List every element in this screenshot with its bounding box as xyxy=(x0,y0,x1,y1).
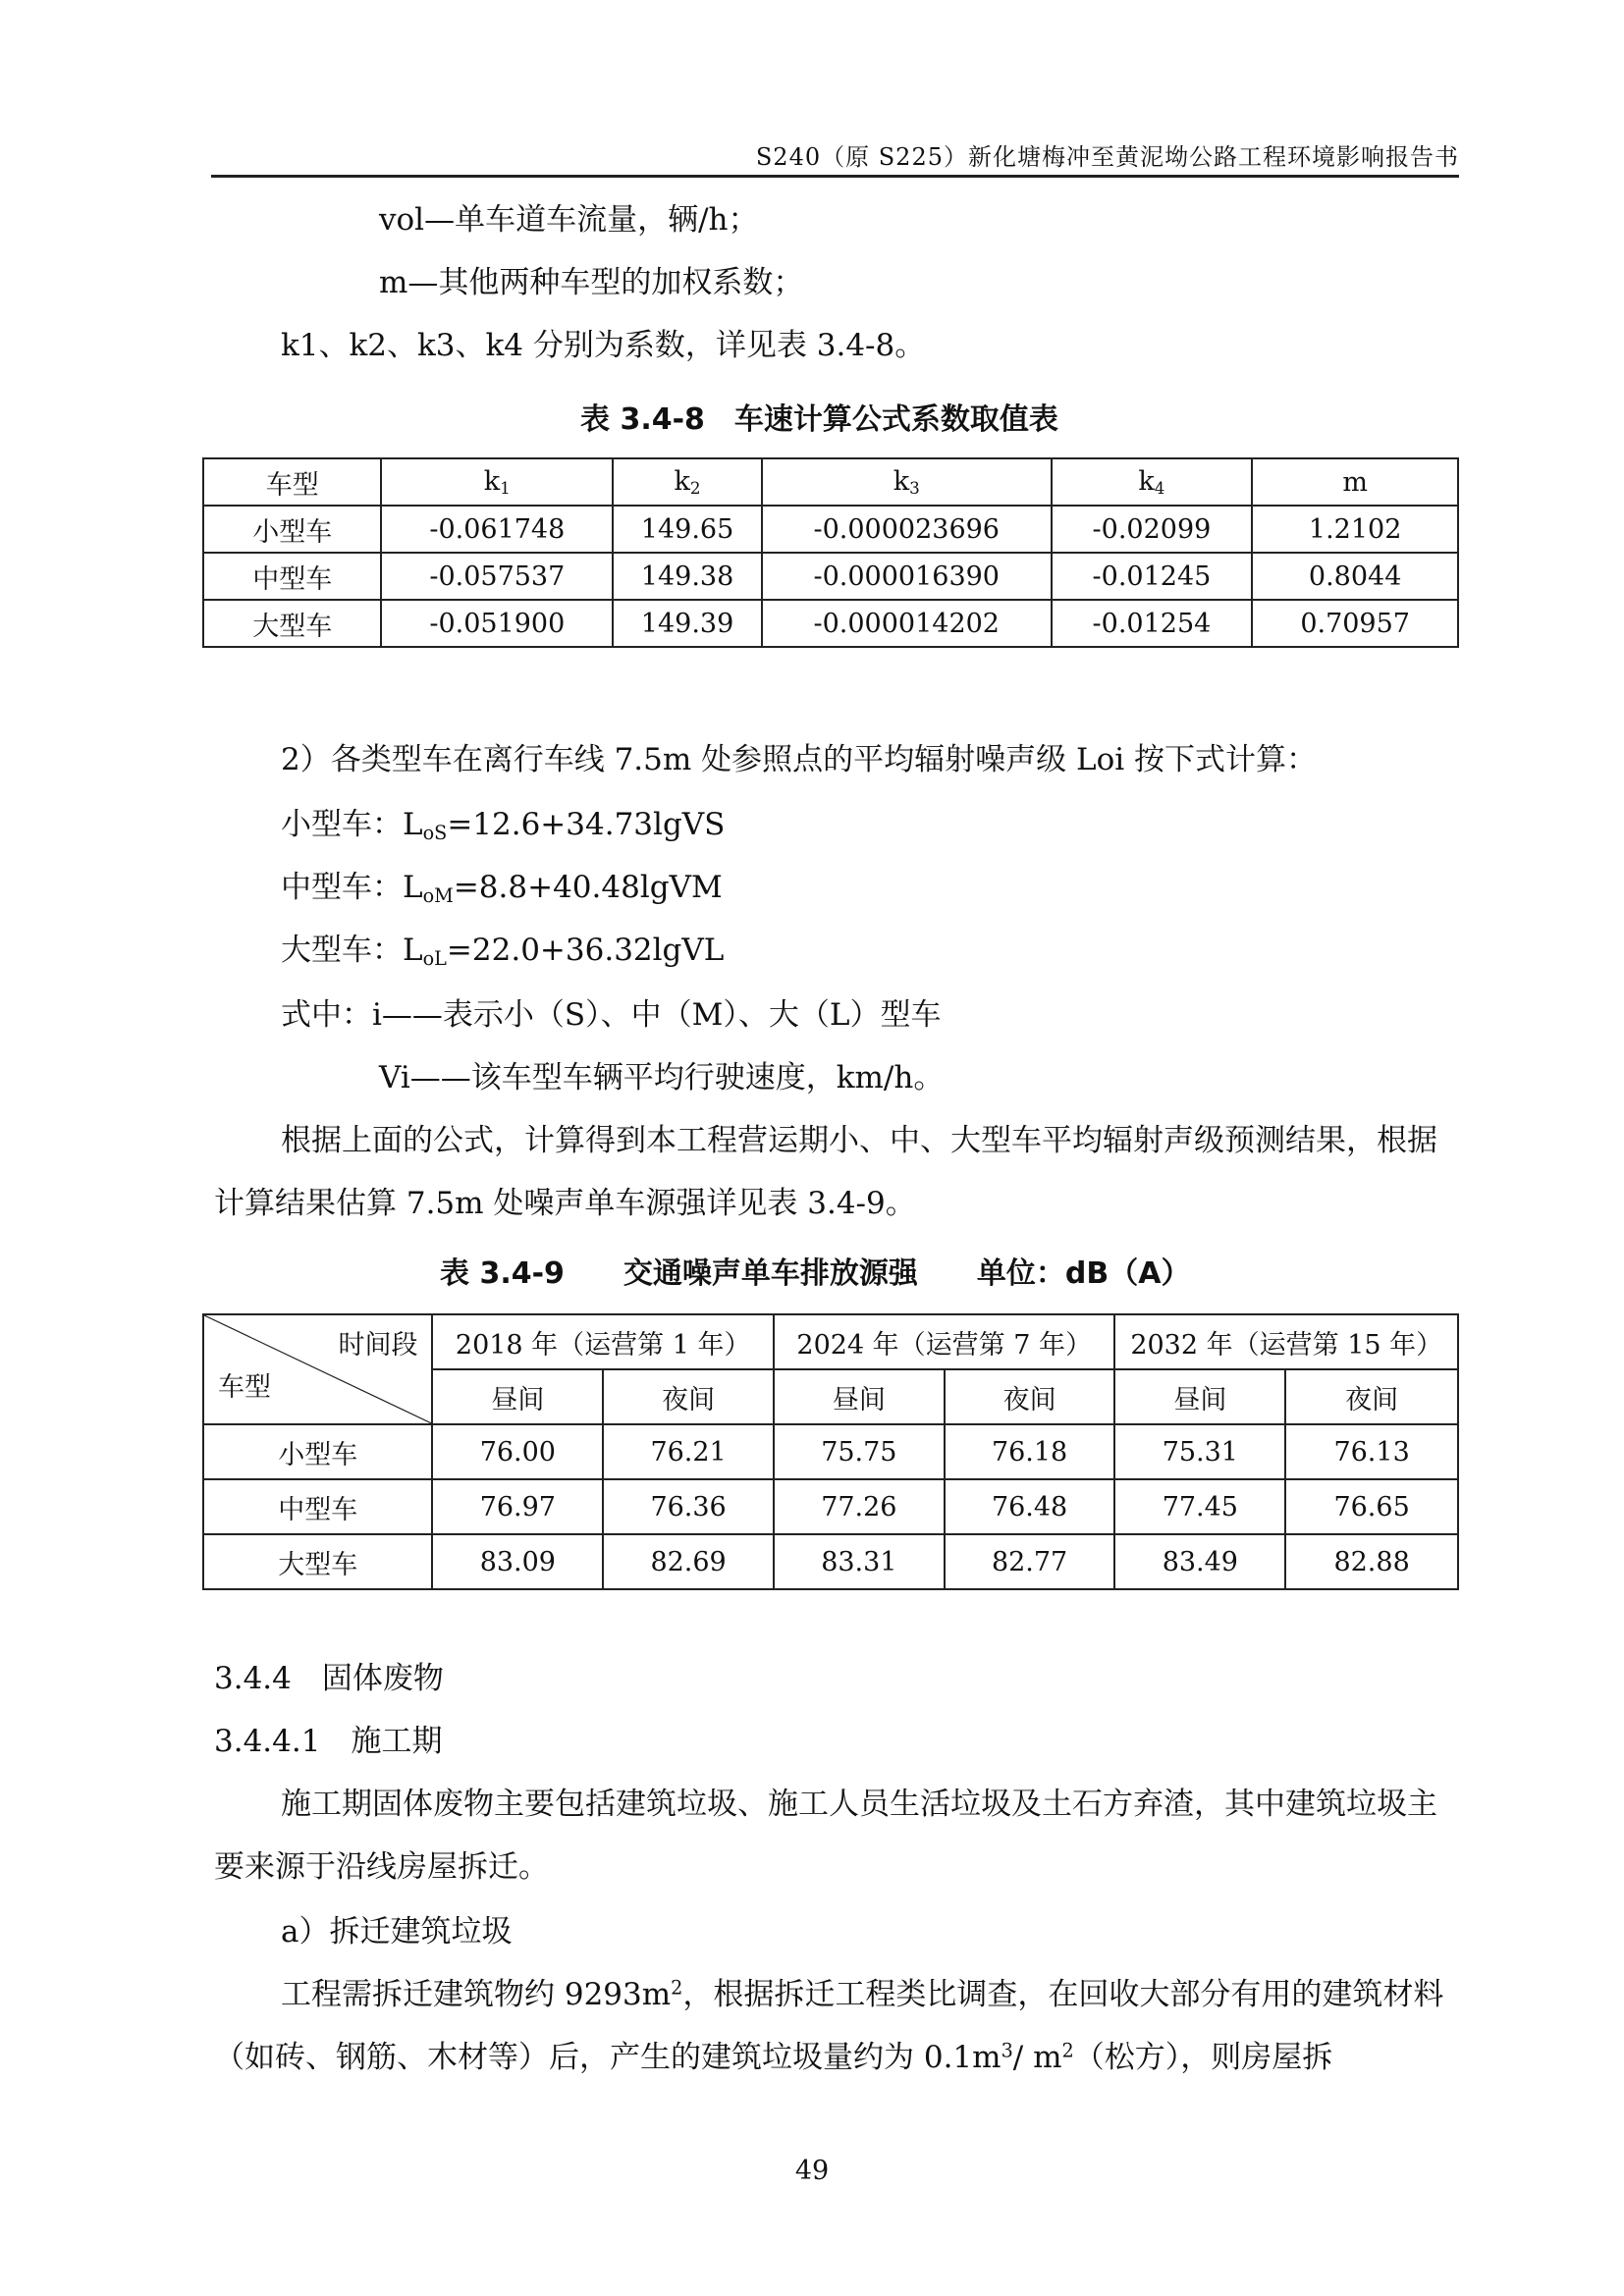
value-cell: 75.75 xyxy=(774,1424,945,1479)
k3-cell: -0.000023696 xyxy=(762,506,1052,553)
row-type-cell: 中型车 xyxy=(203,1479,432,1534)
k1-cell: -0.057537 xyxy=(381,553,613,600)
value-cell: 75.31 xyxy=(1114,1424,1285,1479)
diagonal-corner-cell xyxy=(203,1314,432,1424)
value-cell: 82.77 xyxy=(945,1534,1115,1589)
value-cell: 83.49 xyxy=(1114,1534,1285,1589)
table-row xyxy=(203,553,1458,600)
value-cell: 76.48 xyxy=(945,1479,1115,1534)
loi-intro: 2）各类型车在离行车线 7.5m 处参照点的平均辐射噪声级 Loi 按下式计算： xyxy=(281,742,1317,777)
k3-cell: -0.000016390 xyxy=(762,553,1052,600)
value-cell: 77.26 xyxy=(774,1479,945,1534)
m-cell: 0.70957 xyxy=(1252,600,1458,647)
corner-label-type: 车型 xyxy=(218,1372,271,1403)
m-cell: 0.8044 xyxy=(1252,553,1458,600)
k2-cell: 149.38 xyxy=(613,553,762,600)
row-type-cell: 中型车 xyxy=(203,553,381,600)
table1-caption: 表 3.4-8 车速计算公式系数取值表 xyxy=(580,402,1058,437)
k2-cell: 149.39 xyxy=(613,600,762,647)
demolition-waste-subheading: a）拆迁建筑垃圾 xyxy=(281,1914,513,1949)
table-row xyxy=(203,1479,1458,1534)
table-header-row xyxy=(203,458,1458,506)
noise-source-table xyxy=(202,1313,1459,1590)
day-header: 昼间 xyxy=(432,1369,603,1424)
value-cell: 76.13 xyxy=(1285,1424,1458,1479)
m-definition: m—其他两种车型的加权系数； xyxy=(379,265,804,300)
where-i: 式中：i——表示小（S）、中（M）、大（L）型车 xyxy=(281,997,942,1033)
formula-medium-car: 中型车：$L_{oM}=8.8+40.48lgVM$ xyxy=(281,870,723,907)
speed-coefficient-table xyxy=(202,457,1459,648)
table2-caption: 表 3.4-9 交通噪声单车排放源强 单位：dB（A） xyxy=(440,1256,1191,1291)
value-cell: 82.69 xyxy=(603,1534,774,1589)
k1-cell: -0.051900 xyxy=(381,600,613,647)
night-header: 夜间 xyxy=(1285,1369,1458,1424)
period-header-2024: 2024 年（运营第 7 年） xyxy=(774,1314,1115,1369)
night-header: 夜间 xyxy=(945,1369,1115,1424)
value-cell: 76.36 xyxy=(603,1479,774,1534)
header-rule xyxy=(211,175,1459,178)
k2-cell: 149.65 xyxy=(613,506,762,553)
table-row xyxy=(203,1534,1458,1589)
header-cell-k3: $k_3$ xyxy=(762,458,1052,506)
value-cell: 76.00 xyxy=(432,1424,603,1479)
day-header: 昼间 xyxy=(774,1369,945,1424)
where-vi: Vi——该车型车辆平均行驶速度，km/h。 xyxy=(379,1060,945,1095)
period-header-2032: 2032 年（运营第 15 年） xyxy=(1114,1314,1458,1369)
value-cell: 83.31 xyxy=(774,1534,945,1589)
day-header: 昼间 xyxy=(1114,1369,1285,1424)
value-cell: 76.21 xyxy=(603,1424,774,1479)
row-type-cell: 小型车 xyxy=(203,1424,432,1479)
demolition-paragraph: 工程需拆迁建筑物约 $9293m^2$，根据拆迁工程类比调查，在回收大部分有用的建筑材料（如砖、钢筋、木材等）后，产生的建筑垃圾量约为 $0.1m^3/$ $m^2$（松方），则房屋拆 xyxy=(214,1976,1444,2075)
k4-cell: -0.02099 xyxy=(1052,506,1253,553)
period-header-2018: 2018 年（运营第 1 年） xyxy=(432,1314,774,1369)
row-type-cell: 大型车 xyxy=(203,600,381,647)
value-cell: 82.88 xyxy=(1285,1534,1458,1589)
value-cell: 76.65 xyxy=(1285,1479,1458,1534)
table-header-row xyxy=(203,1314,1458,1369)
construction-waste-paragraph: 施工期固体废物主要包括建筑垃圾、施工人员生活垃圾及土石方弃渣，其中建筑垃圾主要来源于沿线房屋拆迁。 xyxy=(214,1787,1437,1885)
header-cell-k2: $k_2$ xyxy=(613,458,762,506)
corner-label-period: 时间段 xyxy=(338,1330,418,1361)
value-cell: 76.97 xyxy=(432,1479,603,1534)
row-type-cell: 大型车 xyxy=(203,1534,432,1589)
k3-cell: -0.000014202 xyxy=(762,600,1052,647)
section-heading-3-4-4: 3.4.4 固体废物 xyxy=(214,1661,444,1696)
formula-large-car: 大型车：$L_{oL}=22.0+36.32lgVL$ xyxy=(281,933,725,970)
section-heading-3-4-4-1: 3.4.4.1 施工期 xyxy=(214,1724,443,1759)
m-cell: 1.2102 xyxy=(1252,506,1458,553)
header-cell-type: 车型 xyxy=(203,458,381,506)
header-cell-m: m xyxy=(1252,458,1458,506)
running-header: S240（原 S225）新化塘梅冲至黄泥坳公路工程环境影响报告书 xyxy=(755,143,1459,171)
value-cell: 77.45 xyxy=(1114,1479,1285,1534)
prediction-paragraph: 根据上面的公式，计算得到本工程营运期小、中、大型车平均辐射声级预测结果，根据计算结果估算 7.5m 处噪声单车源强详见表 3.4-9。 xyxy=(214,1123,1437,1221)
row-type-cell: 小型车 xyxy=(203,506,381,553)
table-row xyxy=(203,506,1458,553)
k4-cell: -0.01254 xyxy=(1052,600,1253,647)
table-row xyxy=(203,1424,1458,1479)
k-definition: k1、k2、k3、k4 分别为系数，详见表 3.4-8。 xyxy=(281,328,926,363)
page-number: 49 xyxy=(794,2156,830,2186)
formula-small-car: 小型车：$L_{oS}=12.6+34.73lgVS$ xyxy=(281,807,726,844)
value-cell: 83.09 xyxy=(432,1534,603,1589)
value-cell: 76.18 xyxy=(945,1424,1115,1479)
header-cell-k4: $k_4$ xyxy=(1052,458,1253,506)
header-cell-k1: $k_1$ xyxy=(381,458,613,506)
k1-cell: -0.061748 xyxy=(381,506,613,553)
night-header: 夜间 xyxy=(603,1369,774,1424)
table-row xyxy=(203,600,1458,647)
vol-definition: vol—单车道车流量，辆/h； xyxy=(379,202,759,238)
k4-cell: -0.01245 xyxy=(1052,553,1253,600)
